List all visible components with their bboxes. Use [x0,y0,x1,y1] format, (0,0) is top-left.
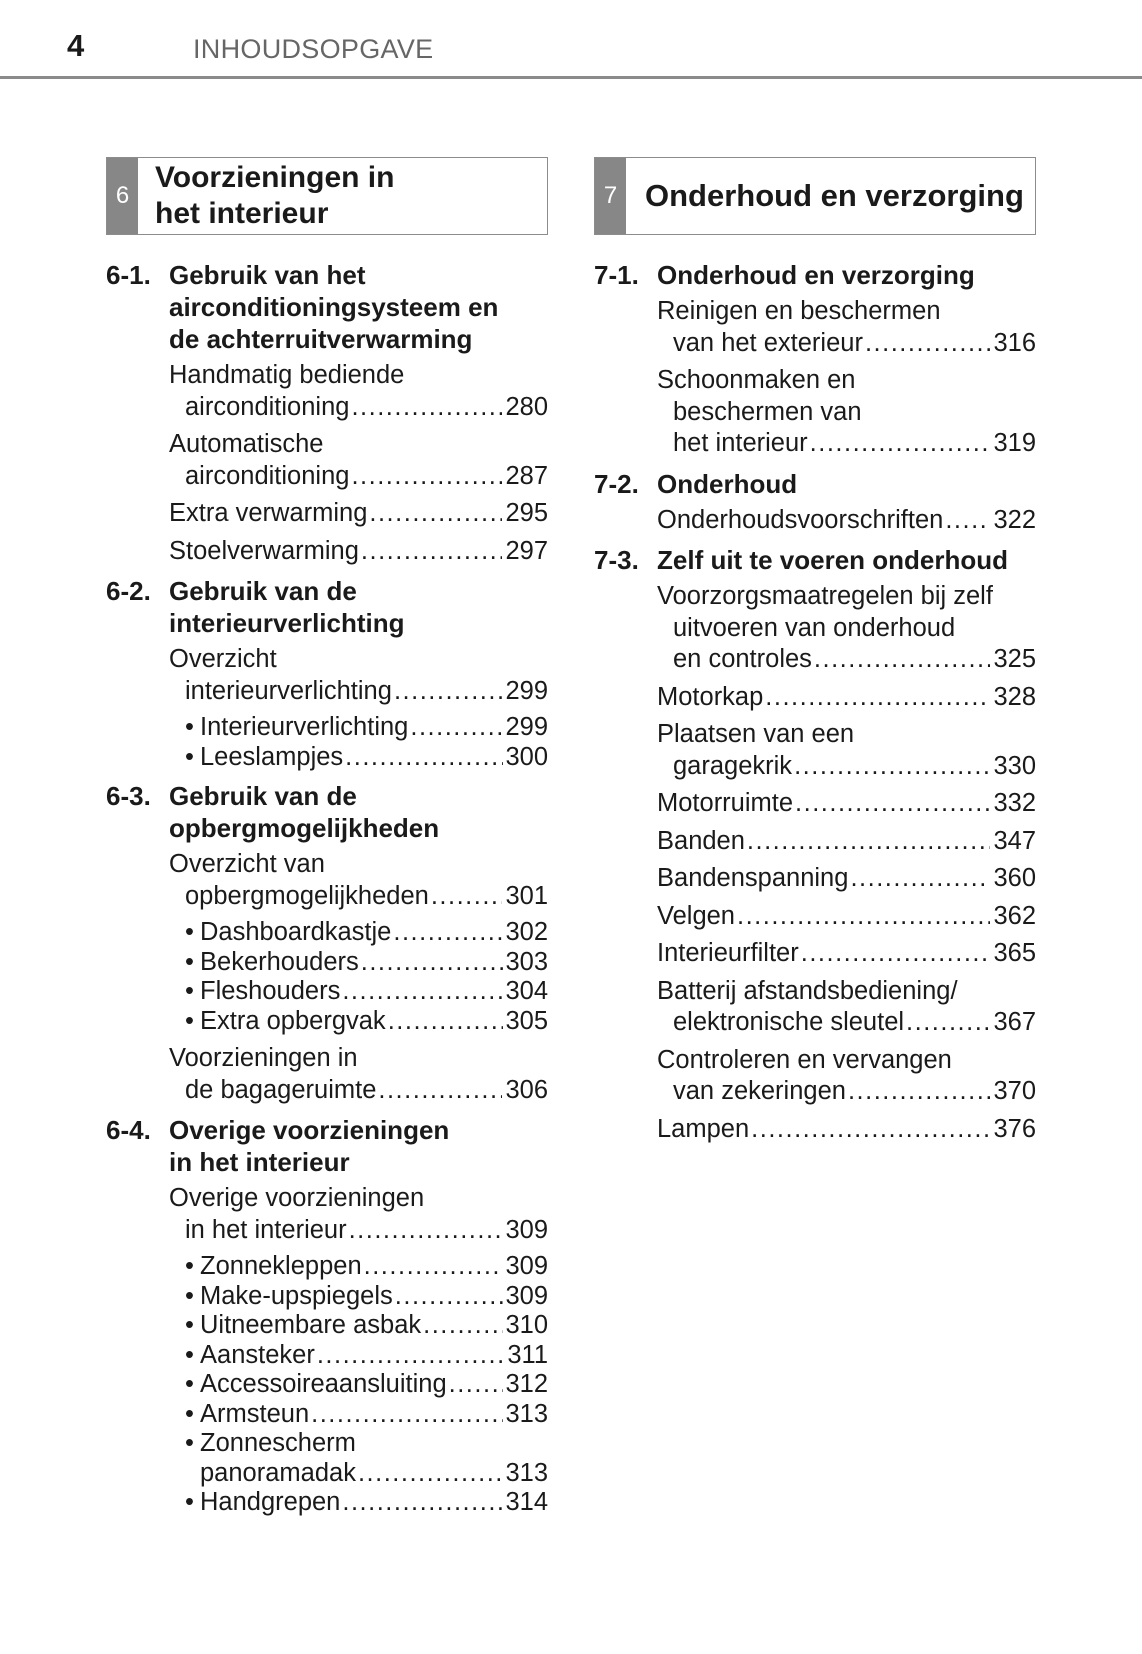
sub-entry-title: Make-upspiegels [200,1281,393,1310]
sub-entry-last-line [185,1282,548,1312]
bullet-icon: • [185,713,194,741]
page-ref: 305 [505,1006,548,1035]
dot-leader [801,938,991,970]
section-number: 6-2. [106,576,151,606]
entry-title: Motorruimte [657,789,794,817]
toc-entry[interactable] [169,849,548,912]
page-ref: 301 [505,881,548,910]
entry-last-line [673,751,1036,783]
section-title [169,259,548,355]
page-ref: 367 [993,1008,1036,1036]
entry-title: de bagageruimte [185,1075,377,1104]
sub-entry-last-line [185,948,548,978]
page-ref: 319 [993,429,1036,457]
page-ref: 313 [505,1458,548,1487]
section-number: 6-3. [106,781,151,811]
dot-leader [850,863,990,895]
dot-leader [765,682,990,714]
entry-title: Bandenspanning [657,864,849,892]
bullet-icon: • [185,1399,194,1428]
bullet-icon: • [185,1370,194,1398]
sub-entry-title: panoramadak [200,1458,356,1487]
toc-column-left [106,157,548,1526]
dot-leader [342,977,503,1007]
dot-leader [814,644,991,676]
dot-leader [369,498,502,530]
chapter-number: 7 [595,158,626,234]
sub-entry-last-line [185,1341,548,1371]
toc-sub-entry[interactable] [185,918,548,948]
sub-entry-last-line [185,743,548,773]
section-title [169,1114,548,1178]
toc-sub-entry[interactable] [185,1252,548,1282]
dot-leader [945,505,990,537]
entry-title: Extra verwarming [169,499,368,527]
dot-leader [848,1076,991,1108]
sub-entry-last-line [185,1007,548,1037]
toc-column-right [594,157,1036,1153]
entry-title: airconditioning [185,461,350,490]
sub-entry-title: Accessoireaansluiting [200,1370,447,1398]
entry-title: Velgen [657,901,735,930]
sub-entry-title: Interieurverlichting [200,713,409,741]
toc-entry[interactable] [657,938,1036,970]
page-ref: 309 [505,1281,548,1310]
toc-entry[interactable] [169,498,548,530]
section-number: 6-1. [106,260,151,290]
bullet-icon: • [185,742,194,771]
section-heading[interactable] [594,544,1036,576]
section-title-line: de achterruitverwarming [169,324,473,354]
toc-entry[interactable] [657,296,1036,359]
toc-sub-entry[interactable] [185,1282,548,1312]
entry-title-line: Controleren en vervangen [657,1045,952,1074]
entry-title-line: Overige voorzieningen [169,1184,425,1212]
toc-sub-entry[interactable] [185,1311,548,1341]
sub-entry-last-line [185,713,548,743]
entry-title: airconditioning [185,392,350,421]
toc-sub-entry[interactable] [185,977,548,1007]
dot-leader [737,901,990,933]
page-ref: 312 [505,1370,548,1398]
entry-title-line: Voorzorgsmaatregelen bij zelf [657,582,993,610]
page-number: 4 [67,28,85,63]
bullet-icon: • [185,1311,194,1339]
page-ref: 322 [993,505,1036,534]
bullet-icon: • [185,1488,194,1516]
section-heading[interactable] [594,468,1036,500]
toc-section [106,259,548,567]
toc-sub-entry[interactable] [185,1341,548,1371]
sub-entry-title: Aansteker [200,1340,315,1369]
dot-leader [906,1007,990,1039]
sub-entry-last-line [185,977,548,1007]
entry-last-line [657,682,1036,714]
page-ref: 370 [993,1077,1036,1105]
section-title-line: Overige voorzieningen [169,1115,450,1145]
toc-entry[interactable] [657,365,1036,460]
toc-entry[interactable] [169,644,548,707]
toc-entry[interactable] [169,1043,548,1106]
toc-sub-entry[interactable] [185,1400,548,1430]
page-ref: 311 [507,1340,548,1369]
section-title-line: Gebruik van de [169,576,357,606]
chapter-6-header[interactable] [106,157,548,235]
entry-title: in het interieur [185,1215,347,1244]
toc-section [106,575,548,772]
entry-last-line [169,536,548,568]
page-ref: 302 [505,918,548,946]
chapter-title: Onderhoud en verzorging [645,178,1024,213]
entry-last-line [657,505,1036,537]
page-ref: 295 [505,499,548,527]
dot-leader [388,1007,504,1037]
toc-entry[interactable] [657,1045,1036,1108]
sub-entry-last-line [185,1400,548,1430]
entry-last-line [673,328,1036,360]
dot-leader [364,1252,504,1282]
toc-section [106,780,548,1106]
bullet-icon: • [185,977,194,1005]
toc-sub-entry[interactable] [185,743,548,773]
page-ref: 300 [505,742,548,771]
entry-title: Banden [657,826,745,855]
toc-entry[interactable] [657,581,1036,676]
toc-sub-entry[interactable] [185,1370,548,1400]
toc-entry[interactable] [169,536,548,568]
dot-leader [349,1215,503,1247]
page-ref: 376 [993,1114,1036,1143]
dot-leader [394,676,503,708]
toc-entry[interactable] [657,719,1036,782]
entry-last-line [185,881,548,913]
dot-leader [747,826,991,858]
header-title: INHOUDSOPGAVE [193,34,434,64]
entry-last-line [673,1076,1036,1108]
dot-leader [361,536,503,568]
toc-sub-entry[interactable] [185,713,548,743]
toc-sub-entry[interactable] [185,1007,548,1037]
toc-section [594,468,1036,537]
section-title-line: interieurverlichting [169,608,405,638]
sub-entry-title: Leeslampjes [200,742,344,771]
section-heading[interactable] [106,780,548,844]
page-ref: 314 [505,1488,548,1516]
section-number: 7-2. [594,468,639,499]
dot-leader [810,428,991,460]
sub-entry-last-line [185,1311,548,1341]
entry-last-line [185,676,548,708]
chapter-7-header[interactable] [594,157,1036,235]
entry-last-line [657,938,1036,970]
entry-title-line: Overzicht [169,645,277,673]
entry-title-line: Automatische [169,430,324,458]
dot-leader [449,1370,504,1400]
entry-last-line [673,1007,1036,1039]
toc-entry[interactable] [169,429,548,492]
header-divider [0,76,1142,79]
entry-last-line [657,863,1036,895]
section-number: 7-3. [594,545,639,575]
entry-last-line [185,1215,548,1247]
entry-last-line [673,428,1036,460]
dot-leader [378,1075,502,1107]
entry-title: elektronische sleutel [673,1008,905,1036]
entry-title: opbergmogelijkheden [185,881,429,910]
dot-leader [410,713,503,743]
page-ref: 347 [993,826,1036,855]
dot-leader [794,751,990,783]
toc-entry[interactable] [657,976,1036,1039]
sub-entry-last-line [185,1488,548,1518]
entry-title-line: Overzicht van [169,850,325,878]
section-heading[interactable] [106,259,548,355]
sub-entry-title: Uitneembare asbak [200,1311,422,1339]
entry-last-line [657,901,1036,933]
entry-title: en controles [673,645,812,673]
chapter-number: 6 [107,158,138,234]
toc-entry[interactable] [657,505,1036,537]
section-title-line: Zelf uit te voeren onderhoud [657,545,1009,575]
toc-sub-entry[interactable] [185,1488,548,1518]
page-ref: 306 [505,1075,548,1104]
page-ref: 304 [505,977,548,1005]
sub-entry-first-line [185,1429,548,1459]
bullet-icon: • [185,1429,194,1457]
sub-entry-list [106,1252,548,1518]
entry-title-line: Reinigen en beschermen [657,297,941,325]
toc-entry[interactable] [657,826,1036,858]
sub-entry-last-line [200,1459,548,1489]
sub-entry-title: Handgrepen [200,1488,341,1516]
toc-entry[interactable] [169,360,548,423]
entry-title: Lampen [657,1114,750,1143]
section-title-line: Onderhoud en verzorging [657,260,975,290]
dot-leader [351,461,502,493]
toc-entry[interactable] [657,901,1036,933]
entry-title-line: Voorzieningen in [169,1044,358,1072]
entry-last-line [185,392,548,424]
section-number: 7-1. [594,260,639,290]
toc-entry[interactable] [657,863,1036,895]
entry-title: Onderhoudsvoorschriften [657,505,944,534]
dot-leader [342,1488,503,1518]
page-header [0,0,1142,80]
entry-title-line: beschermen van [673,397,862,426]
bullet-icon: • [185,1006,194,1035]
toc-entry[interactable] [657,1114,1036,1146]
toc-section [594,544,1036,1145]
section-heading[interactable] [106,1114,548,1178]
page-ref: 303 [505,947,548,976]
entry-title: van zekeringen [673,1077,846,1105]
section-title [169,780,548,844]
section-number: 6-4. [106,1115,151,1145]
bullet-icon: • [185,1252,194,1280]
page-ref: 280 [505,392,548,421]
dot-leader [351,392,502,424]
entry-title-line: Batterij afstandsbediening/ [657,976,958,1005]
section-title [657,259,1036,291]
section-title-line: airconditioningsysteem en [169,292,499,322]
dot-leader [345,743,503,773]
page-ref: 316 [993,328,1036,357]
toc-entry[interactable] [657,788,1036,820]
sub-entry-last-line [185,1252,548,1282]
page-ref: 332 [993,789,1036,817]
page-ref: 310 [505,1311,548,1339]
sub-entry-title: Zonnekleppen [200,1252,362,1280]
sub-entry-list [106,918,548,1036]
dot-leader [311,1400,503,1430]
sub-entry-title: Bekerhouders [200,947,359,976]
bullet-icon: • [185,947,194,976]
entry-title-line: Schoonmaken en [657,366,856,394]
page-ref: 287 [505,461,548,490]
entry-title: garagekrik [673,751,793,780]
entry-last-line [657,1114,1036,1146]
bullet-icon: • [185,1340,194,1369]
section-title-line: in het interieur [169,1147,350,1177]
page-ref: 309 [505,1215,548,1244]
entry-title: van het exterieur [673,328,863,357]
sub-entry-title: Extra opbergvak [200,1006,386,1035]
entry-title: het interieur [673,429,808,457]
section-title-line: opbergmogelijkheden [169,813,440,843]
dot-leader [358,1459,504,1489]
section-title-line: Gebruik van het [169,260,366,290]
section-heading[interactable] [594,259,1036,291]
chapter-title: Voorzieningen in het interieur [155,161,395,230]
entry-last-line [673,644,1036,676]
dot-leader [395,1282,504,1312]
page-ref: 325 [993,645,1036,673]
entry-title-line: Plaatsen van een [657,720,855,748]
section-title-line: Onderhoud [657,468,798,499]
entry-title: Stoelverwarming [169,536,359,565]
dot-leader [361,948,504,978]
toc-section [106,1114,548,1518]
sub-entry-list [106,713,548,772]
page-ref: 362 [993,901,1036,930]
sub-entry-title: Armsteun [200,1399,310,1428]
page-ref: 330 [993,751,1036,780]
section-title [657,544,1036,576]
dot-leader [423,1311,503,1341]
page-ref: 313 [505,1399,548,1428]
toc-entry[interactable] [169,1183,548,1246]
entry-title-line: uitvoeren van onderhoud [673,613,956,642]
bullet-icon: • [185,918,194,946]
dot-leader [393,918,503,948]
toc-entry[interactable] [657,682,1036,714]
entry-title: Interieurfilter [657,939,799,967]
dot-leader [431,881,503,913]
entry-last-line [657,826,1036,858]
page-ref: 299 [505,676,548,705]
bullet-icon: • [185,1281,194,1310]
sub-entry-title: Dashboardkastje [200,918,392,946]
page-ref: 309 [505,1252,548,1280]
entry-title: interieurverlichting [185,676,392,705]
entry-last-line [657,788,1036,820]
entry-last-line [169,498,548,530]
sub-entry-title: Fleshouders [200,977,341,1005]
page-ref: 365 [993,939,1036,967]
toc-sub-entry[interactable] [185,1429,548,1488]
toc-sub-entry[interactable] [185,948,548,978]
sub-entry-last-line [185,918,548,948]
entry-title: Motorkap [657,682,764,711]
page-ref: 328 [993,682,1036,711]
dot-leader [751,1114,990,1146]
section-title-line: Gebruik van de [169,781,357,811]
entry-last-line [185,1075,548,1107]
page-ref: 299 [505,713,548,741]
section-title [657,468,1036,500]
toc-section [594,259,1036,460]
sub-entry-last-line [185,1370,548,1400]
dot-leader [865,328,991,360]
sub-entry-title-line: Zonnescherm [200,1429,356,1457]
section-heading[interactable] [106,575,548,639]
dot-leader [795,788,990,820]
entry-last-line [185,461,548,493]
dot-leader [317,1341,506,1371]
page-ref: 297 [505,536,548,565]
section-title [169,575,548,639]
entry-title-line: Handmatig bediende [169,361,405,389]
page-ref: 360 [993,864,1036,892]
